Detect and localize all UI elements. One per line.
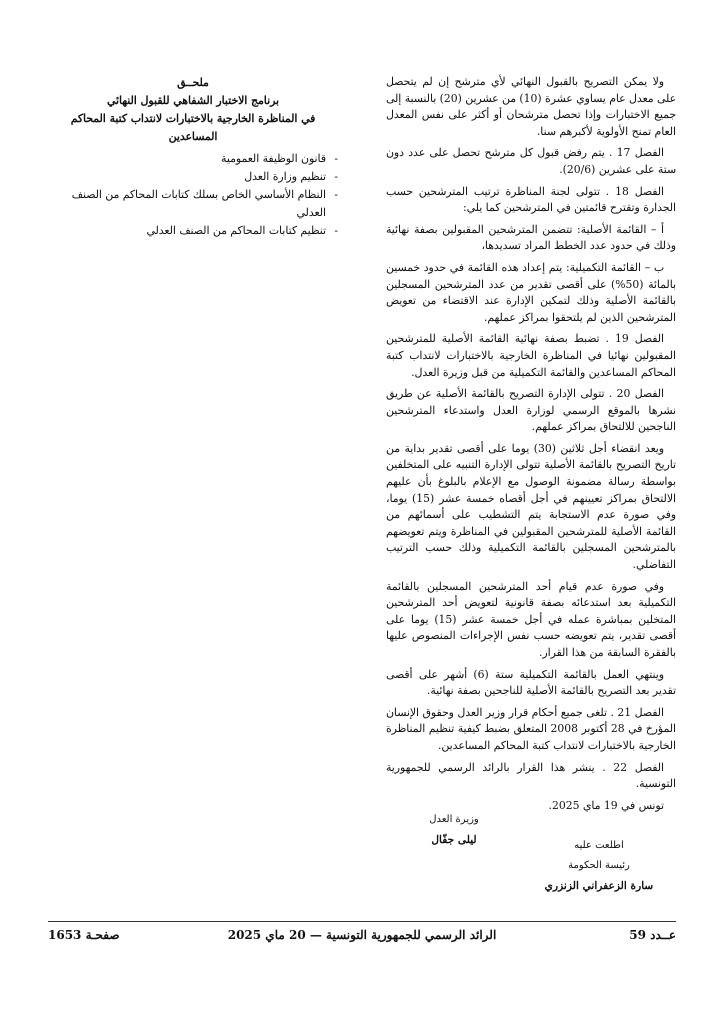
pm-signature bbox=[524, 836, 674, 896]
list-item bbox=[48, 150, 338, 168]
annex-label: ملحــق bbox=[177, 76, 209, 89]
paragraph-article-20: الفصل 20 . تتولى الإدارة التصريح بالقائمة الأصلية عن طريق نشرها بالموقع الرسمي لوزارة العدل واستدعاء المترشحين الناجحين للالتحاق بمراكز عملهم. bbox=[386, 387, 676, 434]
paragraph-article-22: الفصل 22 . ينشر هذا القرار بالرائد الرسمي للجمهورية التونسية. bbox=[386, 760, 676, 791]
paragraph-main-list: أ – القائمة الأصلية: تتضمن المترشحين المقبولين بصفة نهائية وذلك في حدود عدد الخطط المراد تسديدها، bbox=[386, 222, 676, 253]
dash-marker: - bbox=[334, 170, 338, 183]
dash-marker: - bbox=[334, 152, 338, 165]
dash-marker: - bbox=[334, 224, 338, 237]
list-item bbox=[48, 186, 338, 222]
list-item bbox=[48, 222, 338, 240]
list-item-text: تنظيم وزارة العدل bbox=[244, 170, 326, 183]
paragraph-supplementary-list: ب – القائمة التكميلية: يتم إعداد هذه القائمة في حدود خمسين بالمائة (50%) على أقصى تقدير من عدد المترشحين المسجلين بالقائمة الأصلية وذلك لتمكين الإدارة عند الاقتضاء من تعويض المترشحين الذين لم يلتحقوا بمراكز عملهم. bbox=[386, 260, 676, 324]
pm-name: سارة الزعفراني الزنزري bbox=[544, 880, 654, 892]
minister-signature bbox=[394, 810, 514, 850]
page-footer bbox=[48, 928, 676, 948]
paragraph-article-19: الفصل 19 . تضبط بصفة نهائية القائمة الأصلية للمترشحين المقبولين نهائيا في المناظرة الخارجية بالاختبارات لانتداب كتبة المحاكم المساعدين والقائمة التكميلية من قبل وزيرة العدل. bbox=[386, 332, 676, 379]
date-line: تونس في 19 ماي 2025. bbox=[548, 798, 664, 812]
list-item-text: قانون الوظيفة العمومية bbox=[221, 152, 326, 165]
annex-title-line2: في المناظرة الخارجية بالاختبارات لانتداب كتبة المحاكم المساعدين bbox=[70, 112, 316, 143]
paragraph-replacement: وفي صورة عدم قيام أحد المترشحين المسجلين بالقائمة التكميلية بعد استدعائه بصفة قانونية لتعويض أحد المترشحين المتخلين بمباشرة عمله في أجل خمسة عشر (15) يوما على أقصى تقدير، يتم تعويضه حسب نفس الإجراءات المنصوص عليها بالفقرة السابقة من هذا القرار. bbox=[386, 579, 676, 659]
paragraph-list-expiry: وينتهي العمل بالقائمة التكميلية ستة (6) أشهر على أقصى تقدير بعد التصريح بالقائمة الأصلية للناجحين بصفة نهائية. bbox=[386, 667, 676, 698]
issue-number: عــدد 59 bbox=[629, 928, 676, 942]
minister-title: وزيرة العدل bbox=[429, 814, 479, 825]
seen-label: اطلعت عليه bbox=[574, 840, 624, 851]
paragraph-article-21: الفصل 21 . تلغى جميع أحكام قرار وزير العدل وحقوق الإنسان المؤرخ في 28 أكتوبر 2008 المتعلق بضبط كيفية تنظيم المناظرة الخارجية بالاختبارات لانتداب كتبة المحاكم المساعدين. bbox=[386, 705, 676, 752]
annex-list bbox=[48, 150, 338, 240]
paragraph-article-18: الفصل 18 . تتولى لجنة المناظرة ترتيب المترشحين حسب الجدارة وتقترح قائمتين في المترشحين كما يلي: bbox=[386, 184, 676, 215]
main-text-column bbox=[386, 74, 676, 819]
paragraph-deadline: ويعد انقضاء أجل ثلاثين (30) يوما على أقصى تقدير بداية من تاريخ التصريح بالقائمة الأصلية تتولى الإدارة التنبيه على المتخلفين بواسطة رسالة مضمونة الوصول مع الإعلام بالبلوغ بأن عليهم الالتحاق بمراكز تعيينهم في أجل أقصاه خمسة عشر (15) يوما، وفي صورة عدم الاستجابة يتم التشطيب على أسمائهم من القائمة الأصلية للمترشحين المقبولين في المناظرة ويتم تعويضهم بالمترشحين المسجلين بالقائمة التكميلية وذلك حسب الترتيب التفاضلي. bbox=[386, 441, 676, 572]
annex-column bbox=[48, 74, 338, 240]
list-item-text: تنظيم كتابات المحاكم من الصنف العدلي bbox=[146, 224, 326, 237]
annex-title-line1: برنامج الاختبار الشفاهي للقبول النهائي bbox=[106, 94, 280, 107]
paragraph-final-admission: ولا يمكن التصريح بالقبول النهائي لأي مترشح إن لم يتحصل على معدل عام يساوي عشرة (10) من عشرين (20) بالنسبة إلى جميع الاختبارات وإذا تحصل مترشحان أو أكثر على نفس المعدل العام تمنح الأولوية لأكبرهم سنا. bbox=[386, 75, 677, 138]
page-number: صفحـة 1653 bbox=[48, 928, 120, 942]
journal-title: الرائد الرسمي للجمهورية التونسية — 20 ماي 2025 bbox=[227, 928, 497, 942]
footer-divider bbox=[48, 921, 676, 922]
list-item-text: النظام الأساسي الخاص بسلك كتابات المحاكم من الصنف العدلي bbox=[71, 188, 326, 219]
list-item bbox=[48, 168, 338, 186]
dash-marker: - bbox=[334, 188, 338, 201]
pm-title: رئيسة الحكومة bbox=[568, 860, 630, 871]
minister-name: ليلى جفّال bbox=[431, 834, 477, 846]
paragraph-article-17: الفصل 17 . يتم رفض قبول كل مترشح تحصل على عدد دون ستة على عشرين (20/6). bbox=[386, 146, 676, 176]
